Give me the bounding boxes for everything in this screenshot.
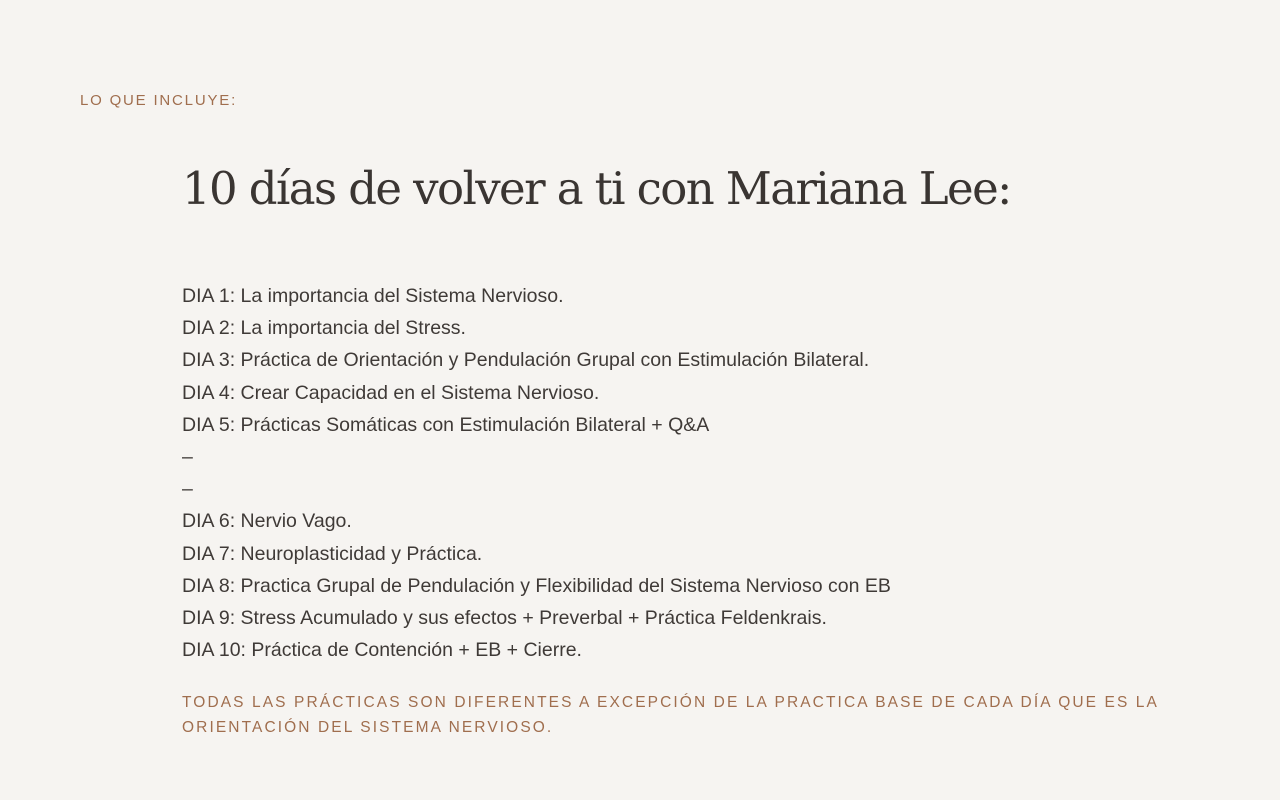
list-item-day-1: DIA 1: La importancia del Sistema Nervioso. xyxy=(182,285,564,307)
list-item-day-6: DIA 6: Nervio Vago. xyxy=(182,510,352,533)
section-eyebrow: LO QUE INCLUYE: xyxy=(80,92,238,109)
list-item-day-10: DIA 10: Práctica de Contención + EB + Cierre. xyxy=(182,639,582,662)
list-separator-2: – xyxy=(182,478,193,501)
list-separator-1: – xyxy=(182,445,193,468)
list-item-day-4: DIA 4: Crear Capacidad en el Sistema Nervioso. xyxy=(182,381,600,404)
list-item-day-5: DIA 5: Prácticas Somáticas con Estimulación Bilateral + Q&A xyxy=(182,413,710,436)
list-item-day-9: DIA 9: Stress Acumulado y sus efectos + Preverbal + Práctica Feldenkrais. xyxy=(182,606,827,629)
page-title: 10 días de volver a ti con Mariana Lee: xyxy=(182,162,1011,215)
list-item-day-3: DIA 3: Práctica de Orientación y Pendulación Grupal con Estimulación Bilateral. xyxy=(182,349,870,372)
footnote: TODAS LAS PRÁCTICAS SON DIFERENTES A EXCEPCIÓN DE LA PRACTICA BASE DE CADA DÍA QUE ES LA ORIENTACIÓN DEL SISTEMA NERVIOSO. xyxy=(182,694,1159,736)
list-item-day-2: DIA 2: La importancia del Stress. xyxy=(182,317,466,340)
list-item-day-7: DIA 7: Neuroplasticidad y Práctica. xyxy=(182,542,483,565)
list-item-day-8: DIA 8: Practica Grupal de Pendulación y Flexibilidad del Sistema Nervioso con EB xyxy=(182,574,891,597)
day-list xyxy=(182,280,891,666)
